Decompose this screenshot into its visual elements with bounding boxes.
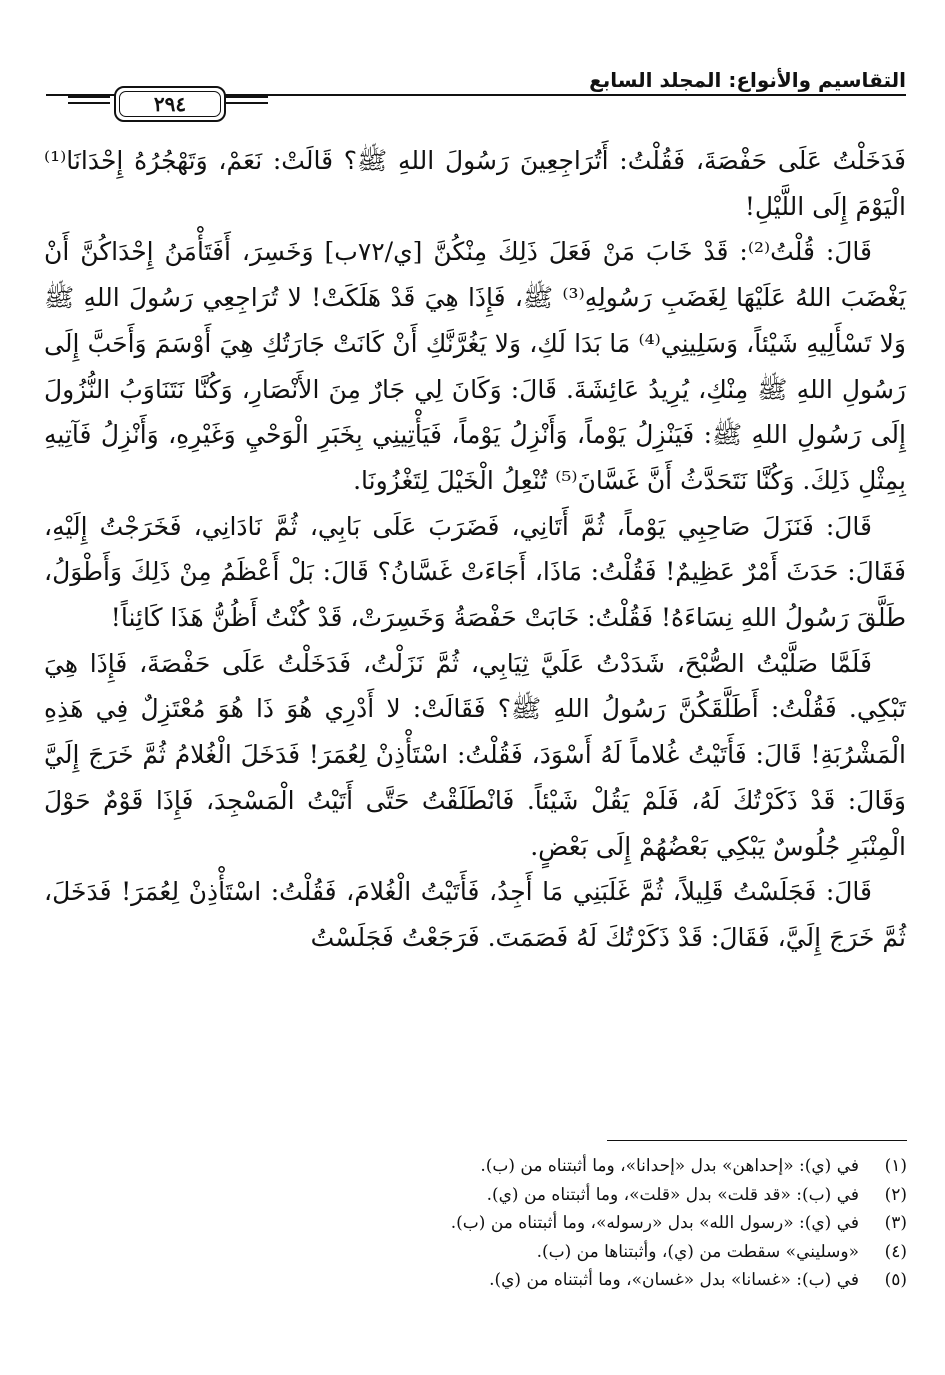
page-number-box: [114, 86, 226, 122]
footnote-number: (٢): [884, 1184, 907, 1205]
footnote-number: (٥): [884, 1270, 907, 1291]
ornament-lines-right: [226, 96, 268, 104]
footnote-item: [45, 1181, 907, 1210]
paragraph: قَالَ: فَجَلَسْتُ قَلِيلاً، ثُمَّ غَلَبَنِي مَا أَجِدُ، فَأَتَيْتُ الْغُلامَ، فَقُلْتُ: اسْتَأْذِنْ لِعُمَرَ! فَدَخَلَ، ثُمَّ خَرَجَ إِلَيَّ، فَقَالَ: قَدْ ذَكَرْتُكَ لَهُ فَصَمَتَ. فَرَجَعْتُ فَجَلَسْتُ: [44, 877, 906, 952]
page-number: ٢٩٤: [119, 91, 221, 117]
footnote-number: (٤): [884, 1241, 907, 1262]
footnote-item: [45, 1266, 907, 1295]
paragraph: فَدَخَلْتُ عَلَى حَفْصَةَ، فَقُلْتُ: أَتُرَاجِعِينَ رَسُولَ اللهِ ﷺ؟ قَالَتْ: نَعَمْ، وَتَهْجُرُهُ إِحْدَانَا⁽¹⁾ الْيَوْمَ إِلَى اللَّيْلِ!: [44, 146, 906, 221]
footnote-number: (٣): [884, 1213, 907, 1234]
footnote-separator: [607, 1140, 907, 1141]
footnote-number: (١): [884, 1156, 907, 1176]
footnote-text: في (ي): «إحداهن» بدل «إحدانا»، وما أثبتناه من (ب).: [480, 1156, 859, 1176]
footnote-text: «وسليني» سقطت من (ي)، وأثبتناها من (ب).: [536, 1241, 859, 1262]
paragraph: فَلَمَّا صَلَّيْتُ الصُّبْحَ، شَدَدْتُ عَلَيَّ ثِيَابِي، ثُمَّ نَزَلْتُ، فَدَخَلْتُ عَلَى حَفْصَةَ، فَإِذَا هِيَ تَبْكِي. فَقُلْتُ: أَطَلَّقَكُنَّ رَسُولُ اللهِ ﷺ؟ فَقَالَتْ: لا أَدْرِي هُوَ ذَا هُوَ مُعْتَزِلٌ فِي هَذِهِ الْمَشْرُبَةِ! قَالَ: فَأَتَيْتُ غُلاماً لَهُ أَسْوَدَ، فَقُلْتُ: اسْتَأْذِنْ لِعُمَرَ! فَدَخَلَ الْغُلامُ ثُمَّ خَرَجَ إِلَيَّ وَقَالَ: قَدْ ذَكَرْتُكَ لَهُ، فَلَمْ يَقُلْ شَيْئاً. فَانْطَلَقْتُ حَتَّى أَتَيْتُ الْمَسْجِدَ، فَإِذَا قَوْمٌ حَوْلَ الْمِنْبَرِ جُلُوسٌ يَبْكِي بَعْضُهُمْ إِلَى بَعْضٍ.: [44, 648, 906, 861]
footnote-item: [45, 1152, 907, 1181]
footnote-text: في (ي): «رسول الله» بدل «رسوله»، وما أثبتناه من (ب).: [450, 1213, 859, 1234]
footnote-item: [45, 1238, 907, 1267]
main-text: [44, 138, 906, 961]
footnote-text: في (ب): «غسانا» بدل «غسان»، وما أثبتناه من (ي).: [489, 1270, 859, 1291]
footnotes: [45, 1152, 907, 1295]
paragraph: قَالَ: فَنَزَلَ صَاحِبِي يَوْماً، ثُمَّ أَتَانِي، فَضَرَبَ عَلَى بَابِي، ثُمَّ نَادَانِي، فَخَرَجْتُ إِلَيْهِ، فَقَالَ: حَدَثَ أَمْرٌ عَظِيمٌ! فَقُلْتُ: مَاذَا، أَجَاءَتْ غَسَّانُ؟ قَالَ: بَلْ أَعْظَمُ مِنْ ذَلِكَ وَأَطْوَلُ، طَلَّقَ رَسُولُ اللهِ نِسَاءَهُ! فَقُلْتُ: خَابَتْ حَفْصَةُ وَخَسِرَتْ، قَدْ كُنْتُ أَظُنُّ هَذَا كَائِناً!: [44, 511, 906, 633]
footnote-text: في (ب): «قد قلت» بدل «قلت»، وما أثبتناه من (ي).: [486, 1184, 859, 1205]
running-title: التقاسيم والأنواع: المجلد السابع: [589, 68, 906, 92]
ornament-lines-left: [68, 96, 110, 104]
footnote-item: [45, 1209, 907, 1238]
paragraph: قَالَ: قُلْتُ⁽²⁾: قَدْ خَابَ مَنْ فَعَلَ ذَلِكَ مِنْكُنَّ [ي/٧٢ب] وَخَسِرَ، أَفَتَأْمَنُ إِحْدَاكُنَّ أَنْ يَغْضَبَ اللهُ عَلَيْهَا لِغَضَبِ رَسُولِهِ⁽³⁾ ﷺ، فَإِذَا هِيَ قَدْ هَلَكَتْ! لا تُرَاجِعِي رَسُولَ اللهِ ﷺ وَلا تَسْأَلِيهِ شَيْئاً، وَسَلِينِي⁽⁴⁾ مَا بَدَا لَكِ، وَلا يَغُرَّنَّكِ أَنْ كَانَتْ جَارَتُكِ هِيَ أَوْسَمَ وَأَحَبَّ إِلَى رَسُولِ اللهِ ﷺ مِنْكِ، يُرِيدُ عَائِشَةَ. قَالَ: وَكَانَ لِي جَارٌ مِنَ الأَنْصَارِ، وَكُنَّا نَتَنَاوَبُ النُّزُولَ إِلَى رَسُولِ اللهِ ﷺ: فَيَنْزِلُ يَوْماً، وَأَنْزِلُ يَوْماً، فَيَأْتِينِي بِخَبَرِ الْوَحْيِ وَغَيْرِهِ، وَأَنْزِلُ فَآتِيهِ بِمِثْلِ ذَلِكَ. وَكُنَّا نَتَحَدَّثُ أَنَّ غَسَّانَ⁽⁵⁾ تُنْعِلُ الْخَيْلَ لِتَغْزُونَا.: [44, 237, 907, 495]
page-header: [46, 66, 906, 126]
